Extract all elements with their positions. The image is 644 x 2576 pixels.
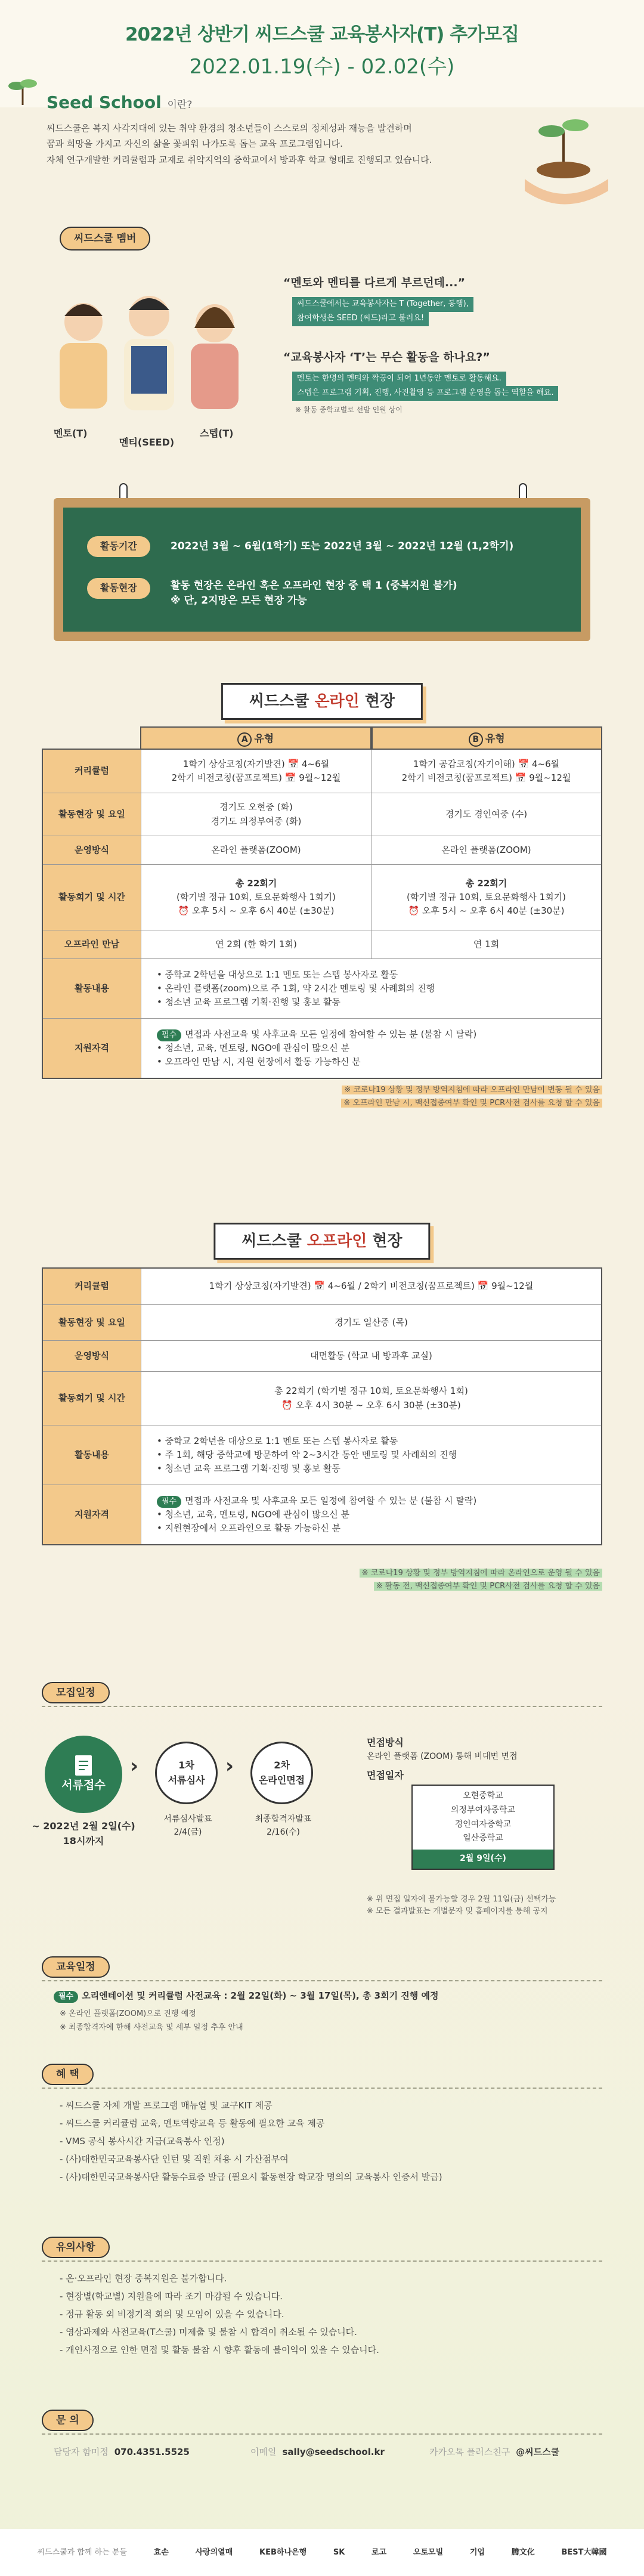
table-row: 운영방식 대면활동 (학교 내 방과후 교실) <box>43 1340 601 1371</box>
table-row: 활동내용 • 중학교 2학년을 대상으로 1:1 멘토 또는 스텝 봉사자로 활동 • 주 1회, 해당 중학교에 방문하여 약 2~3시간 동안 멘토링 및 사례회의 진행 • 청소년 교육 프로그램 기획·진행 및 홍보 활동 <box>43 1425 601 1485</box>
offline-note-1: ※ 코로나19 상황 및 정부 방역지침에 따라 온라인으로 운영 될 수 있음 <box>360 1567 602 1579</box>
schedule-notes: ※ 위 면접 일자에 불가능할 경우 2월 11일(금) 선택가능 ※ 모든 결과발표는 개별문자 및 홈페이지를 통해 공지 <box>367 1895 556 1916</box>
intro-section <box>0 89 644 227</box>
step-apply: 서류접수 <box>45 1736 122 1813</box>
answer-1-line-2: 참여학생은 SEED (씨드)라고 불러요! <box>292 311 429 326</box>
online-note-2: ※ 오프라인 만남 시, 백신접종여부 확인 및 PCR사전 검사를 요청 할 수 있음 <box>341 1097 602 1109</box>
role-mentor: 멘토(T) <box>54 428 88 439</box>
type-a: A 유형 <box>140 726 371 750</box>
members-illustration <box>42 280 256 423</box>
page-title: 2022년 상반기 씨드스쿨 교육봉사자(T) 추가모집 <box>125 24 519 45</box>
education-tag: 교육일정 <box>42 1956 110 1978</box>
table-row: 활동현장 및 요일 경기도 오현중 (화) 경기도 의정부여중 (화) 경기도 경인여중 (수) <box>43 793 601 836</box>
contact-email[interactable]: 이메일 sally@seedschool.kr <box>250 2447 385 2457</box>
education-notes: ※ 온라인 플랫폼(ZOOM)으로 진행 예정 ※ 최종합격자에 한해 사전교육 및 세부 일정 추후 안내 <box>60 2009 243 2033</box>
site-tag: 활동현장 <box>87 578 150 599</box>
members-section <box>0 227 644 477</box>
info-section <box>0 1646 644 2576</box>
contact-tag: 문 의 <box>42 2410 94 2431</box>
sponsor-bar <box>0 2529 644 2576</box>
arrow-icon: › <box>225 1754 234 1778</box>
divider <box>42 1980 602 1981</box>
cautions-tag: 유의사항 <box>42 2237 110 2258</box>
sponsor-logo: BEST大韓國 <box>561 2547 607 2557</box>
seedschool-logo: Seed School 이란? <box>47 92 193 112</box>
contact-kakao[interactable]: 카카오톡 플러스친구 @씨드스쿨 <box>429 2447 560 2457</box>
members-tag: 씨드스쿨 멤버 <box>60 227 150 251</box>
schedule-tag: 모집일정 <box>42 1682 110 1703</box>
table-row: 오프라인 만남 연 2회 (한 학기 1회) 연 1회 <box>43 930 601 958</box>
apply-deadline: ~ 2022년 2월 2일(수) 18시까지 <box>32 1820 135 1847</box>
table-row: 활동내용 • 중학교 2학년을 대상으로 1:1 멘토 또는 스텝 봉사자로 활동 • 온라인 플랫폼(zoom)으로 주 1회, 약 2시간 멘토링 및 사례회의 진행 • 청소년 교육 프로그램 기획·진행 및 홍보 활동 <box>43 958 601 1018</box>
document-icon <box>73 1754 94 1777</box>
cautions-list: - 온·오프라인 현장 중복지원은 불가합니다. - 현장별(학교별) 지원율에 따라 조기 마감될 수 있습니다. - 정규 활동 외 비정기적 회의 및 모임이 있을 수 있습니다. - 영상과제와 사전교육(T스쿨) 미제출 및 불참 시 합격이 취소될 수 있습니다. - 개인사정으로 인한 면접 및 활동 불참 시 향후 활동에 불이익이 있을 수 있습니다. <box>60 2273 379 2355</box>
divider <box>42 2433 602 2435</box>
chalkboard <box>54 498 590 641</box>
benefits-tag: 혜 택 <box>42 2064 94 2085</box>
online-note-1: ※ 코로나19 상황 및 정부 방역지침에 따라 오프라인 만남이 변동 될 수 있음 <box>342 1084 602 1096</box>
document-result: 서류심사발표 2/4(금) <box>163 1814 212 1837</box>
benefits-list: - 씨드스쿨 자체 개발 프로그램 매뉴얼 및 교구KIT 제공 - 씨드스쿨 커리큘럼 교육, 멘토역량교육 등 활동에 필요한 교육 제공 - VMS 공식 봉사시간 지급(교육봉사 인정) - (사)대한민국교육봉사단 인턴 및 직원 채용 시 가산점부여 - (사)대한민국교육봉사단 활동수료증 발급 (필요시 활동현장 학교장 명의의 교육봉사 인증서 발급) <box>60 2100 442 2182</box>
site-text-2: ※ 단, 2지망은 모든 현장 가능 <box>171 595 307 607</box>
site-text: 활동 현장은 온라인 혹은 오프라인 현장 중 택 1 (중복지원 불가) <box>171 580 457 592</box>
table-row: 활동현장 및 요일 경기도 일산중 (목) <box>43 1304 601 1340</box>
offline-note-2: ※ 활동 전, 백신접종여부 확인 및 PCR사전 검사를 요청 할 수 있음 <box>374 1581 602 1592</box>
table-row: 커리큘럼 1학기 상상코칭(자기발견) 📅 4~6월 / 2학기 비전코칭(꿈프로젝트) 📅 9월~12월 <box>43 1269 601 1304</box>
role-mentee: 멘티(SEED) <box>119 437 175 448</box>
sponsor-logo: 기업 <box>469 2547 485 2557</box>
interview-method-label: 면접방식 <box>367 1737 404 1748</box>
interview-date-label: 면접일자 <box>367 1770 404 1781</box>
answer-1-line-1: 씨드스쿨에서는 교육봉사자는 T (Together, 동행), <box>292 297 473 312</box>
online-table <box>42 749 602 1079</box>
education-line: 필수 오리엔테이션 및 커리큘럼 사전교육 : 2월 22일(화) ~ 3월 17일(목), 총 3회기 진행 예정 <box>54 1989 438 2003</box>
offline-title: 씨드스쿨 오프라인 현장 <box>213 1223 430 1260</box>
table-row: 지원자격 필수 면접과 사전교육 및 사후교육 모든 일정에 참여할 수 있는 분 (불참 시 탈락) • 청소년, 교육, 멘토링, NGO에 관심이 많으신 분 • 오프라인 만남 시, 지원 현장에서 활동 가능하신 분 <box>43 1018 601 1078</box>
table-row: 커리큘럼 1학기 상상코칭(자기발견) 📅 4~6월 2학기 비전코칭(꿈프로젝트) 📅 9월~12월 1학기 공감코칭(자기이해) 📅 4~6월 2학기 비전코칭(꿈프로젝트) 📅 9월~12월 <box>43 750 601 793</box>
sponsor-logo: 오토모빌 <box>413 2547 444 2557</box>
divider <box>42 1706 602 1707</box>
final-result: 최종합격자발표 2/16(수) <box>255 1814 312 1837</box>
answer-2-line-1: 멘토는 한명의 멘티와 짝꿍이 되어 1년동안 멘토로 활동해요. <box>292 372 506 386</box>
divider <box>42 2260 602 2262</box>
arrow-icon: › <box>130 1754 139 1778</box>
question-2: “교육봉사자 ‘T’는 무슨 활동을 하나요?” <box>283 351 490 364</box>
step-online-interview: 2차 온라인면접 <box>250 1742 313 1804</box>
recruit-period: 2022.01.19(수) - 02.02(수) <box>189 55 455 79</box>
sponsor-logo: 효손 <box>153 2547 169 2557</box>
question-1: “멘토와 멘티를 다르게 부르던데...” <box>283 276 466 289</box>
online-title: 씨드스쿨 온라인 현장 <box>221 683 423 720</box>
answer-2-line-2: 스텝은 프로그램 기획, 진행, 사진촬영 등 프로그램 운영을 돕는 역할을 해요. <box>292 386 558 401</box>
intro-text: 씨드스쿨은 복지 사각지대에 있는 취약 환경의 청소년들이 스스로의 정체성과 재능을 발견하며 꿈과 희망을 가지고 자신의 삶을 꽃피워 나가도록 돕는 교육 프로그램입니다. 자체 연구개발한 커리큘럼과 교재로 취약지역의 중학교에서 방과후 학교 형태로 진행되고 있습니다. <box>47 123 432 165</box>
period-text: 2022년 3월 ~ 6월(1학기) 또는 2022년 3월 ~ 2022년 12월 (1,2학기) <box>171 540 514 552</box>
role-staff: 스텝(T) <box>200 428 234 439</box>
online-type-header <box>140 726 602 750</box>
online-section <box>0 656 644 1193</box>
offline-section <box>0 1193 644 1646</box>
interview-schools-box: 오현중학교 의정부여자중학교 경인여자중학교 일산중학교 2월 9일(수) <box>411 1785 555 1870</box>
contact-phone: 담당자 함미정 070.4351.5525 <box>54 2447 190 2457</box>
table-row: 활동회기 및 시간 총 22회기 (학기별 정규 10회, 토요문화행사 1회) ⏰ 오후 4시 30분 ~ 오후 6시 30분 (±30분) <box>43 1371 601 1425</box>
sponsor-logo: 腾文化 <box>511 2547 535 2557</box>
table-row: 지원자격 필수 면접과 사전교육 및 사후교육 모든 일정에 참여할 수 있는 분 (불참 시 탈락) • 청소년, 교육, 멘토링, NGO에 관심이 많으신 분 • 지원현장에서 오프라인으로 활동 가능하신 분 <box>43 1485 601 1544</box>
sponsor-label: 씨드스쿨과 함께 하는 분들 <box>37 2547 127 2557</box>
divider <box>42 2088 602 2089</box>
interview-method: 온라인 플랫폼 (ZOOM) 통해 비대면 면접 <box>367 1752 518 1761</box>
step-document-review: 1차 서류심사 <box>155 1742 218 1804</box>
hand-sprout-illustration <box>513 95 614 215</box>
period-tag: 활동기간 <box>87 536 150 557</box>
table-row: 활동회기 및 시간 총 22회기 (학기별 정규 10회, 토요문화행사 1회기) ⏰ 오후 5시 ~ 오후 6시 40분 (±30분) 총 22회기 (학기별 정규 10회, 토요문화행사 1회기) ⏰ 오후 5시 ~ 오후 6시 40분 (±30분) <box>43 864 601 930</box>
sponsor-logo: SK <box>333 2547 345 2557</box>
offline-table <box>42 1267 602 1545</box>
members-note: ※ 활동 중학교별로 선발 인원 상이 <box>295 406 402 414</box>
period-board <box>0 477 644 656</box>
type-b: B 유형 <box>371 726 603 750</box>
sponsor-logo: KEB하나은행 <box>259 2547 307 2557</box>
interview-day: 2월 9일(수) <box>413 1850 553 1869</box>
sponsor-logo: 로고 <box>371 2547 387 2557</box>
table-row: 운영방식 온라인 플랫폼(ZOOM) 온라인 플랫폼(ZOOM) <box>43 836 601 864</box>
sponsor-logo: 사랑의열매 <box>195 2547 233 2557</box>
